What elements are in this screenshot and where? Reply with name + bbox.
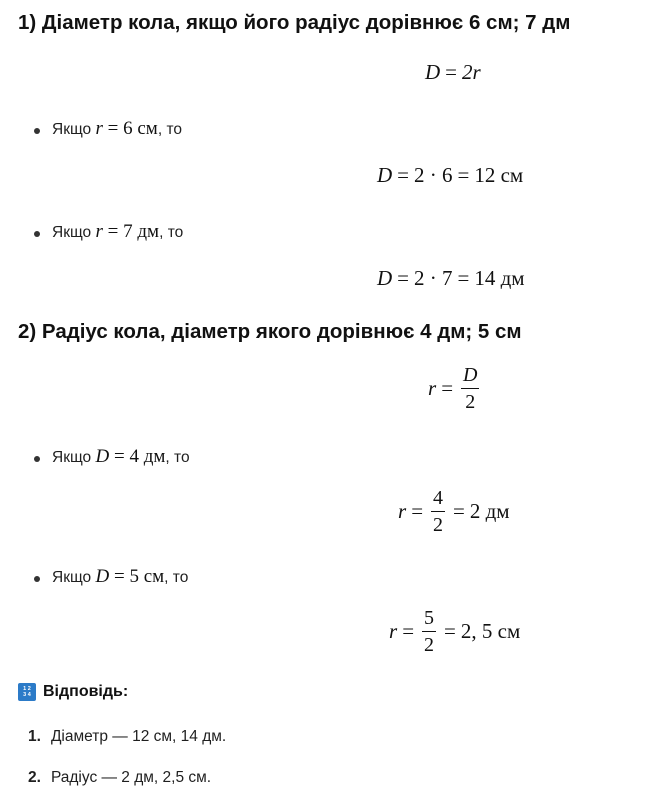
bullet-dot xyxy=(34,231,40,237)
section2-heading: 2) Радіус кола, діаметр якого дорівнює 4 дм; 5 см xyxy=(18,320,522,343)
fraction: $\frac{4}{2}$ xyxy=(433,487,444,536)
answer-item-1: 1. Діаметр — 12 см, 14 дм. xyxy=(28,728,227,745)
bullet-dot xyxy=(34,576,40,582)
calc-diameter-12: D = 2 · 6 = 12 см xyxy=(377,163,524,187)
answer-heading xyxy=(18,683,128,701)
calc-radius-2-5: r = $\frac{5}{2}$ = 2, 5 см xyxy=(389,607,521,656)
diameter-formula: D = 2r xyxy=(425,60,481,84)
bullet-case-r6: Якщо r = 6 см, то xyxy=(52,118,183,139)
bullet-case-d5: Якщо D = 5 см, то xyxy=(52,566,189,587)
fraction: $\frac{D}{2}$ xyxy=(463,364,478,413)
bullet-dot xyxy=(34,456,40,462)
section1-heading: 1) Діаметр кола, якщо його радіус дорівнює 6 см; 7 дм xyxy=(18,11,571,34)
answer-item-2: 2. Радіус — 2 дм, 2,5 см. xyxy=(28,769,212,786)
bullet-dot xyxy=(34,128,40,134)
calc-diameter-14: D = 2 · 7 = 14 дм xyxy=(377,266,525,290)
radius-formula: r = $\frac{D}{2}$ xyxy=(428,364,478,413)
numbers-icon: 1 2 3 4 xyxy=(18,683,36,701)
bullet-case-r7: Якщо r = 7 дм, то xyxy=(52,221,184,242)
calc-radius-2: r = $\frac{4}{2}$ = 2 дм xyxy=(398,487,510,536)
answer-title: Відповідь: xyxy=(43,683,129,700)
bullet-case-d4: Якщо D = 4 дм, то xyxy=(52,446,190,467)
fraction: $\frac{5}{2}$ xyxy=(424,607,435,656)
